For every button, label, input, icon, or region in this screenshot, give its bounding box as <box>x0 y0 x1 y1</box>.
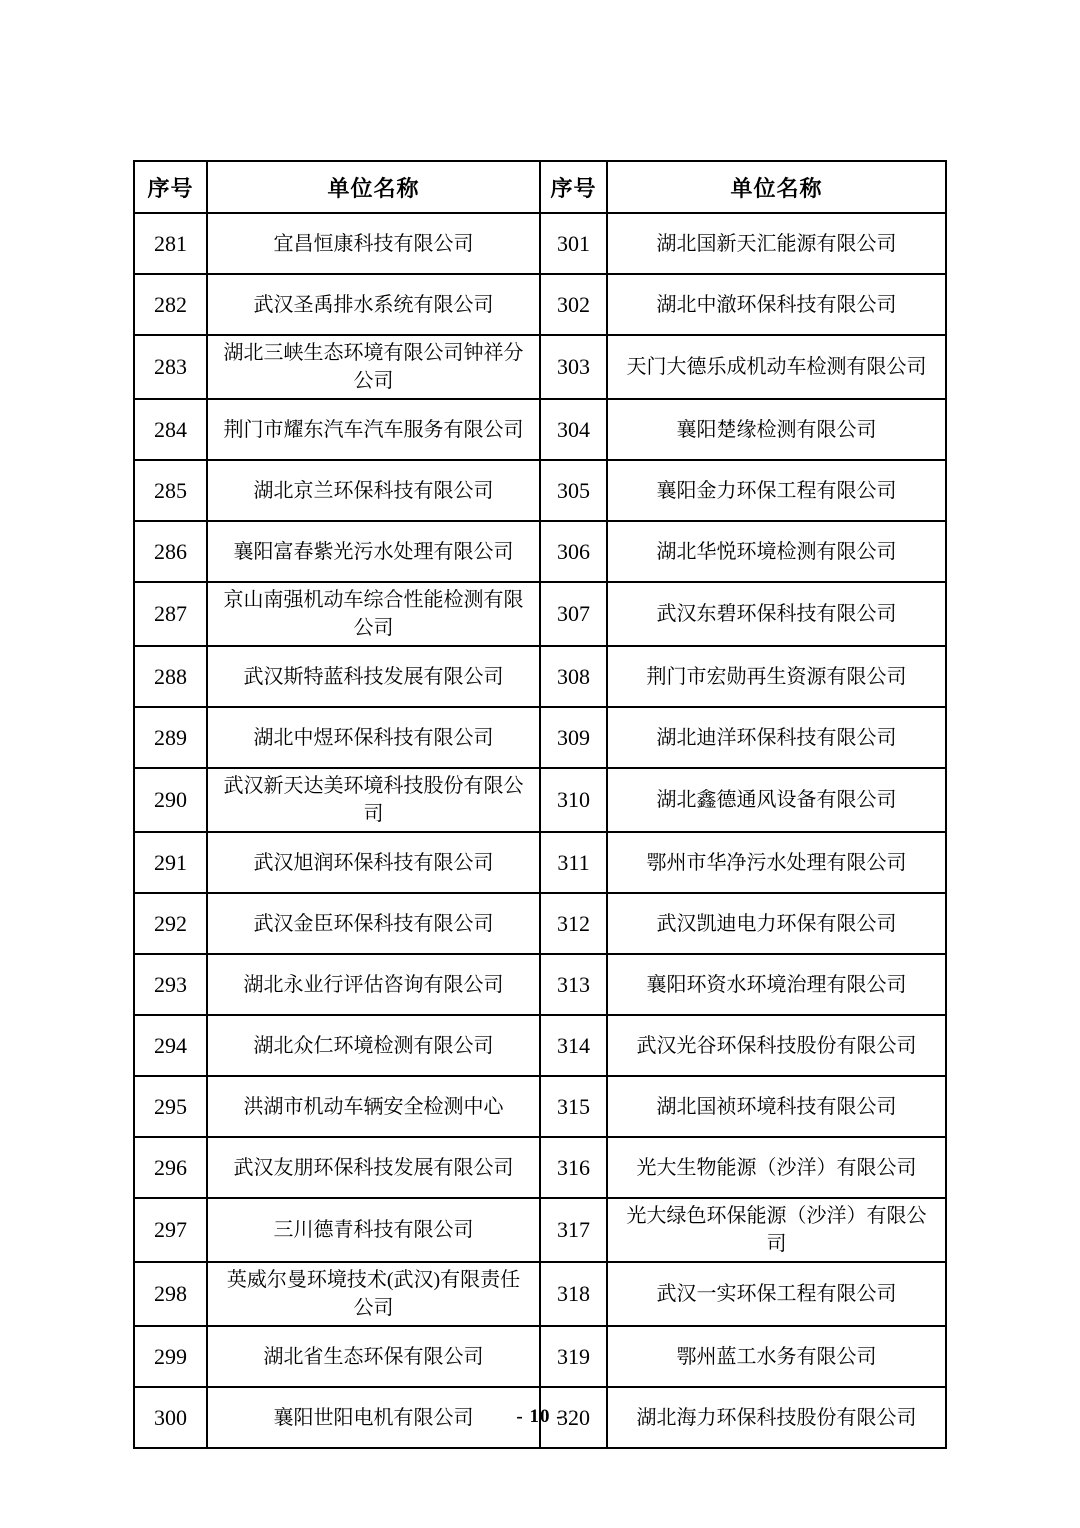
company-name-cell: 英威尔曼环境技术(武汉)有限责任公司 <box>207 1262 540 1326</box>
serial-cell: 310 <box>540 768 607 832</box>
company-name-cell: 湖北京兰环保科技有限公司 <box>207 460 540 521</box>
serial-cell: 305 <box>540 460 607 521</box>
page-number: - 10 - <box>516 1406 564 1427</box>
company-name-cell: 三川德青科技有限公司 <box>207 1198 540 1262</box>
table-row <box>134 1198 946 1262</box>
serial-cell: 304 <box>540 399 607 460</box>
company-name-cell: 湖北迪洋环保科技有限公司 <box>607 707 946 768</box>
company-name-cell: 荆门市宏勋再生资源有限公司 <box>607 646 946 707</box>
company-name-cell: 湖北国新天汇能源有限公司 <box>607 213 946 274</box>
company-name-cell: 武汉旭润环保科技有限公司 <box>207 832 540 893</box>
table-row <box>134 893 946 954</box>
serial-cell: 320 <box>540 1387 607 1448</box>
serial-cell: 313 <box>540 954 607 1015</box>
table-row <box>134 582 946 646</box>
table-row <box>134 521 946 582</box>
company-name-cell: 武汉友朋环保科技发展有限公司 <box>207 1137 540 1198</box>
serial-cell: 318 <box>540 1262 607 1326</box>
serial-cell: 297 <box>134 1198 207 1262</box>
serial-cell: 296 <box>134 1137 207 1198</box>
serial-cell: 309 <box>540 707 607 768</box>
company-name-cell: 湖北鑫德通风设备有限公司 <box>607 768 946 832</box>
serial-cell: 316 <box>540 1137 607 1198</box>
serial-cell: 301 <box>540 213 607 274</box>
company-name-cell: 天门大德乐成机动车检测有限公司 <box>607 335 946 399</box>
serial-cell: 290 <box>134 768 207 832</box>
serial-cell: 291 <box>134 832 207 893</box>
table-row <box>134 335 946 399</box>
company-name-cell: 湖北国祯环境科技有限公司 <box>607 1076 946 1137</box>
serial-cell: 312 <box>540 893 607 954</box>
serial-cell: 315 <box>540 1076 607 1137</box>
table-header <box>134 161 946 213</box>
serial-cell: 317 <box>540 1198 607 1262</box>
serial-cell: 299 <box>134 1326 207 1387</box>
serial-cell: 306 <box>540 521 607 582</box>
table-row <box>134 707 946 768</box>
serial-cell: 289 <box>134 707 207 768</box>
table-row <box>134 768 946 832</box>
company-name-cell: 武汉一实环保工程有限公司 <box>607 1262 946 1326</box>
serial-cell: 314 <box>540 1015 607 1076</box>
company-name-cell: 襄阳富春紫光污水处理有限公司 <box>207 521 540 582</box>
company-name-cell: 光大生物能源（沙洋）有限公司 <box>607 1137 946 1198</box>
company-name-cell: 宜昌恒康科技有限公司 <box>207 213 540 274</box>
company-name-cell: 湖北永业行评估咨询有限公司 <box>207 954 540 1015</box>
table-row <box>134 646 946 707</box>
serial-cell: 308 <box>540 646 607 707</box>
company-name-cell: 光大绿色环保能源（沙洋）有限公司 <box>607 1198 946 1262</box>
table-row <box>134 213 946 274</box>
table-row <box>134 1262 946 1326</box>
company-name-cell: 武汉东碧环保科技有限公司 <box>607 582 946 646</box>
company-name-cell: 襄阳环资水环境治理有限公司 <box>607 954 946 1015</box>
table-row <box>134 1015 946 1076</box>
company-name-cell: 京山南强机动车综合性能检测有限公司 <box>207 582 540 646</box>
company-table <box>133 160 947 1449</box>
table-row <box>134 399 946 460</box>
header-row <box>134 161 946 213</box>
table-row <box>134 1076 946 1137</box>
serial-cell: 300 <box>134 1387 207 1448</box>
serial-cell: 292 <box>134 893 207 954</box>
header-serial-right: 序号 <box>540 161 607 213</box>
serial-cell: 284 <box>134 399 207 460</box>
serial-cell: 293 <box>134 954 207 1015</box>
company-name-cell: 武汉金臣环保科技有限公司 <box>207 893 540 954</box>
serial-cell: 311 <box>540 832 607 893</box>
company-name-cell: 湖北众仁环境检测有限公司 <box>207 1015 540 1076</box>
company-name-cell: 武汉凯迪电力环保有限公司 <box>607 893 946 954</box>
table-row <box>134 954 946 1015</box>
serial-cell: 303 <box>540 335 607 399</box>
company-name-cell: 武汉圣禹排水系统有限公司 <box>207 274 540 335</box>
table-row <box>134 832 946 893</box>
table-row <box>134 460 946 521</box>
serial-cell: 287 <box>134 582 207 646</box>
serial-cell: 283 <box>134 335 207 399</box>
serial-cell: 286 <box>134 521 207 582</box>
table-row <box>134 274 946 335</box>
serial-cell: 295 <box>134 1076 207 1137</box>
serial-cell: 288 <box>134 646 207 707</box>
table-body <box>134 213 946 1448</box>
company-name-cell: 武汉光谷环保科技股份有限公司 <box>607 1015 946 1076</box>
serial-cell: 302 <box>540 274 607 335</box>
company-name-cell: 荆门市耀东汽车汽车服务有限公司 <box>207 399 540 460</box>
header-serial-left: 序号 <box>134 161 207 213</box>
company-name-cell: 湖北中澈环保科技有限公司 <box>607 274 946 335</box>
company-name-cell: 湖北三峡生态环境有限公司钟祥分公司 <box>207 335 540 399</box>
company-name-cell: 襄阳楚缘检测有限公司 <box>607 399 946 460</box>
company-name-cell: 武汉斯特蓝科技发展有限公司 <box>207 646 540 707</box>
company-name-cell: 湖北中煜环保科技有限公司 <box>207 707 540 768</box>
serial-cell: 281 <box>134 213 207 274</box>
company-name-cell: 襄阳世阳电机有限公司 <box>207 1387 540 1448</box>
company-name-cell: 鄂州市华净污水处理有限公司 <box>607 832 946 893</box>
serial-cell: 285 <box>134 460 207 521</box>
serial-cell: 282 <box>134 274 207 335</box>
serial-cell: 307 <box>540 582 607 646</box>
table-row <box>134 1326 946 1387</box>
company-name-cell: 洪湖市机动车辆安全检测中心 <box>207 1076 540 1137</box>
company-name-cell: 湖北省生态环保有限公司 <box>207 1326 540 1387</box>
serial-cell: 294 <box>134 1015 207 1076</box>
table-row <box>134 1137 946 1198</box>
company-name-cell: 襄阳金力环保工程有限公司 <box>607 460 946 521</box>
company-name-cell: 湖北华悦环境检测有限公司 <box>607 521 946 582</box>
company-name-cell: 武汉新天达美环境科技股份有限公司 <box>207 768 540 832</box>
company-name-cell: 湖北海力环保科技股份有限公司 <box>607 1387 946 1448</box>
company-name-cell: 鄂州蓝工水务有限公司 <box>607 1326 946 1387</box>
serial-cell: 298 <box>134 1262 207 1326</box>
header-company-right: 单位名称 <box>607 161 946 213</box>
serial-cell: 319 <box>540 1326 607 1387</box>
header-company-left: 单位名称 <box>207 161 540 213</box>
